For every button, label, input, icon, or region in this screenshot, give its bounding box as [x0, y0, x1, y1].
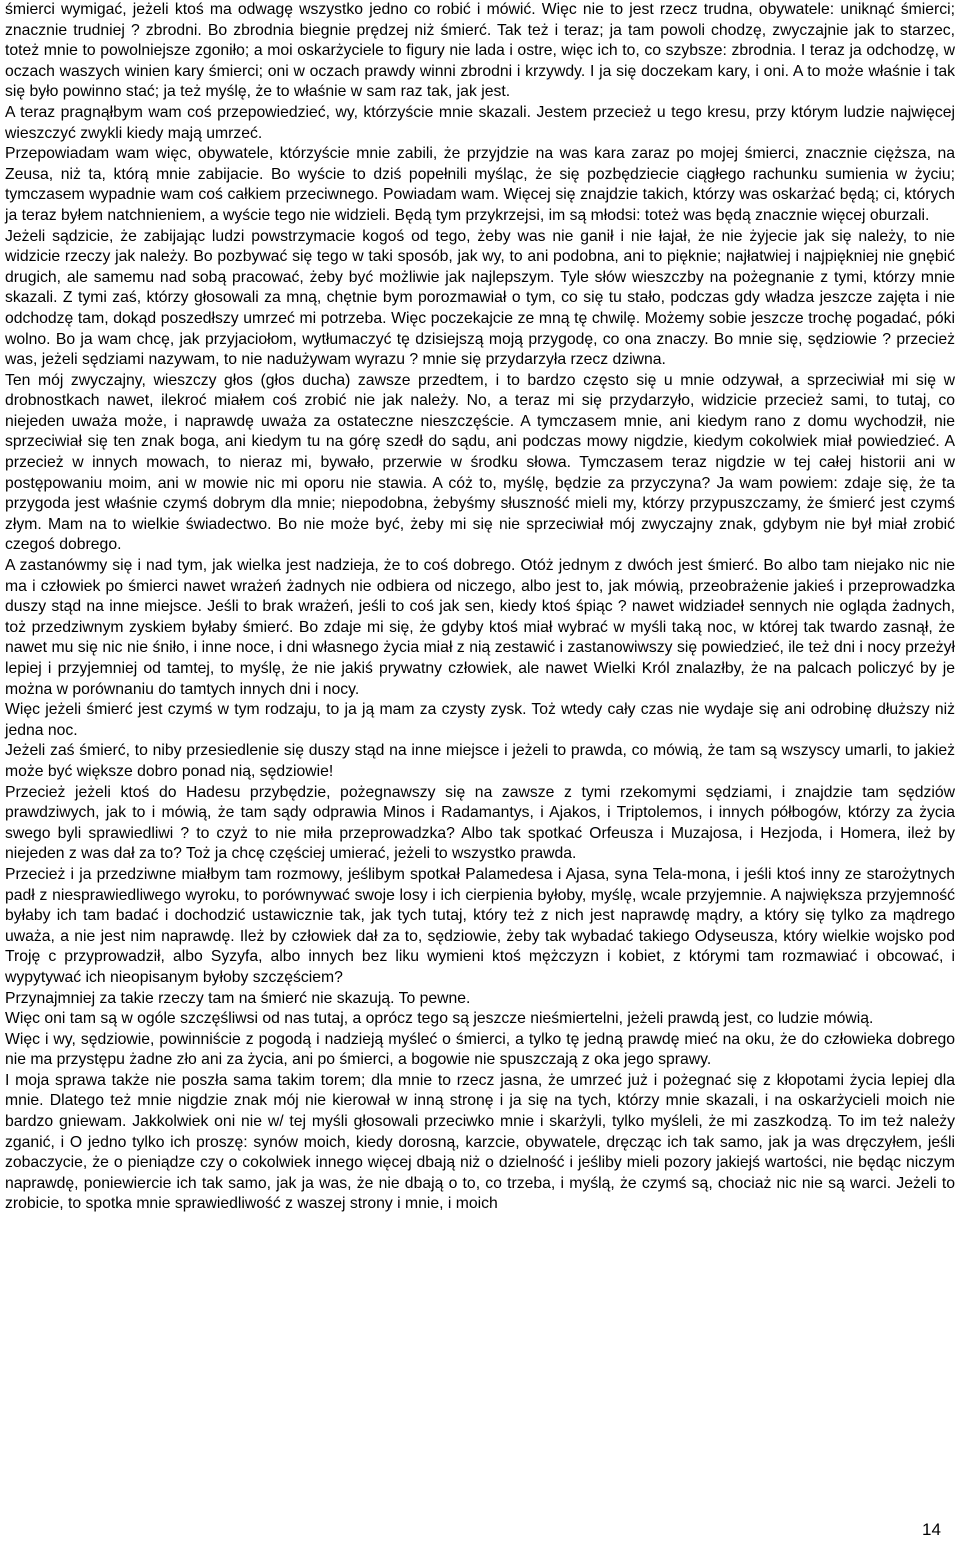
- paragraph: Jeżeli sądzicie, że zabijając ludzi powstrzymacie kogoś od tego, żeby was nie ganił i nie łajał, że nie żyjecie jak się należy, to nie widzicie rzeczy jak należy. Bo pozbywać się tego w taki sposób, jak wy, to ani podobna, ani to pięknie; najłatwiej i najpiękniej nie gnębić drugich, ale samemu nad sobą pracować, żeby być możliwie jak najlepszym. Tyle słów wieszczby na pożegnanie z tymi, którzy mnie skazali. Z tymi zaś, którzy głosowali za mną, chętnie bym porozmawiał o tym, co się tu stało, podczas gdy władza jeszcze zajęta i nie odchodzę tam, dokąd poszedłszy umrzeć mi potrzeba. Więc poczekajcie ze mną tę chwilę. Możemy sobie jeszcze trochę pogadać, póki wolno. Bo ja wam chcę, jak przyjaciołom, wytłumaczyć tę dzisiejszą moją przygodę, co ona znaczy. Bo mnie się, sędziowie ? przecież was, jeżeli sędziami nazywam, to nie nadużywam wyrazu ? mnie się przydarzyła rzecz dziwna.: [5, 227, 955, 369]
- paragraph: A zastanówmy się i nad tym, jak wielka jest nadzieja, że to coś dobrego. Otóż jednym z dwóch jest śmierć. Bo albo tam niejako nic nie ma i człowiek po śmierci nawet wrażeń żadnych nie odbiera od niczego, albo jest to, jak mówią, przeobrażenie jakieś i przeprowadzka duszy stąd na inne miejsce. Jeśli to brak wrażeń, jeśli to coś jak sen, kiedy ktoś śpiąc ? nawet widziadeł sennych nie oglądа żadnych, toż przedziwnym zyskiem byłaby śmierć. Bo zdaje mi się, że gdyby ktoś miał wybrać w myśli taką noc, w której tak twardo zasnął, że nawet mu się nic nie śniło, i inne noce, i dni własnego życia miał z nią zestawić i zastanowiwszy się powiedzieć, ile też dni i nocy przeżył lepiej i przyjemniej od tamtej, to myślę, że nie jakiś prywatny człowiek, ale nawet Wielki Król znalazłby, że na palcach policzyć by je można w porównaniu do tamtych innych dni i nocy.: [5, 557, 955, 698]
- paragraph: Ten mój zwyczajny, wieszczy głos (głos ducha) zawsze przedtem, i to bardzo często się u mnie odzywał, a sprzeciwiał mi się w drobnostkach nawet, ilekroć miałem coś zrobić nie jak należy. No, a teraz mi się przydarzyło, widzicie przecież sami, to tutaj, co niejeden uważa może, i naprawdę uważa za ostateczne nieszczęście. A tymczasem mnie, ani kiedym rano z domu wychodził, nie sprzeciwiał się ten znak boga, ani kiedym tu na górę szedł do sądu, ani podczas mowy nigdzie, kiedym cokolwiek miał powiedzieć. A przecież w innych mowach, to nieraz mi, bywało, przerwie w środku słowa. Tymczasem teraz nigdzie w tej całej historii ani w postępowaniu moim, ani w mowie nic mi oporu nie stawia. A cóż to, myślę, będzie za przyczyna? Ja wam powiem: zdaje się, że ta przygoda jest właśnie czymś dobrym dla mnie; niepodobna, żebyśmy słuszność mieli my, którzy przypuszczamy, że śmierć jest czymś złym. Mam na to wielkie świadectwo. Bo nie może być, żeby mi się nie sprzeciwiał mój zwyczajny znak, gdybym nie był miał zrobić czegoś dobrego.: [5, 371, 955, 554]
- paragraph: Przepowiadam wam więc, obywatele, którzyście mnie zabili, że przyjdzie na was kara zaraz po mojej śmierci, znacznie cięższa, na Zeusa, niż ta, którą mnie zabijacie. Bo wyście to dziś popełnili myśląc, że się pozbędziecie ciągłego rachunku sumienia w życiu; tymczasem wypadnie wam coś całkiem przeciwnego. Powiadam wam. Więcej się znajdzie takich, którzy was oskarżać będą; ci, których ja teraz byłem natchnieniem, a wyście tego nie widzieli. Będą tym przykrzejsi, im są młodsi: toteż was będą znacznie więcej oburzali.: [5, 145, 955, 224]
- paragraph: A teraz pragnąłbym wam coś przepowiedzieć, wy, którzyście mnie skazali. Jestem przecież u tego kresu, przy którym ludzie najwięcej wieszczyć zwykli kiedy mają umrzeć.: [5, 103, 955, 142]
- paragraph: Więc jeżeli śmierć jest czymś w tym rodzaju, to ja ją mam za czysty zysk. Toż wtedy cały czas nie wydaje się ani odrobinę dłuższy niż jedna noc.: [5, 701, 955, 739]
- page-number: 14: [922, 1520, 941, 1539]
- paragraph: Jeżeli zaś śmierć, to niby przesiedlenie się duszy stąd na inne miejsce i jeżeli to prawda, co mówią, że tam są wszyscy umarli, to jakież może być większe dobro ponad nią, sędziowie!: [5, 742, 955, 780]
- paragraph: Więc i wy, sędziowie, powinniście z pogodą i nadzieją myśleć o śmierci, a tylko tę jedną prawdę mieć na oku, że do człowieka dobrego nie ma przystępu żadne zło ani za życia, ani po śmierci, a bogowie nie spuszczają z oka jego sprawy.: [5, 1030, 955, 1069]
- paragraph: Więc oni tam są w ogóle szczęśliwsi od nas tutaj, a oprócz tego są jeszcze nieśmiertelni, jeżeli prawdą jest, co ludzie mówią.: [5, 1010, 874, 1028]
- document-body: [5, 0, 955, 1215]
- paragraph: I moja sprawa także nie poszła sama takim torem; dla mnie to rzecz jasna, że umrzeć już i pożegnać się z kłopotami życia lepiej dla mnie. Dlatego też mnie nigdzie znak mój nie kierował w inną stronę i ja się na tych, którzy mnie skazali, i na oskarżycieli moich nie bardzo gniewam. Jakkolwiek oni nie w/ tej myśli głosowali przeciwko mnie i skarżyli, tylko myśleli, że mi zaszkodzą. To im też należy zganić, i O jedno tylko ich proszę: synów moich, kiedy dorosną, karzcie, obywatele, dręcząc ich tak samo, jak ja was dręczyłem, jeśli zobaczycie, że o pieniądze czy o cokolwiek innego więcej dbają niż o dzielność i jeśliby mieli pozory jakiejś wartości, nie będąc niczym naprawdę, poniewiercie ich tak samo, jak ja was, że nie dbają o to, co trzeba, i myślą, że czymś są, chociaż nic nie są warci. Jeżeli to zrobicie, to spotka mnie sprawiedliwość z waszej strony i mnie, i moich: [5, 1071, 955, 1213]
- paragraph: śmierci wymigać, jeżeli ktoś ma odwagę wszystko jedno co robić i mówić. Więc nie to jest rzecz trudna, obywatele: uniknąć śmierci; znacznie trudniej ? zbrodni. Bo zbrodnia biegnie prędzej niż śmierć. Tak też i teraz; ja tam powoli chodzę, zwyczajnie jak to starzec, toteż mnie to powolniejsze zgoniło; a moi oskarżyciele to figury nie lada i ostre, więc ich to, co szybsze: zbrodnia. I teraz ja odchodzę, w oczach waszych winien kary śmierci; oni w oczach prawdy winni zbrodni i krzywdy. I ja się doczekam kary, i oni. A to może właśnie i tak się było powinno stać; ja też myślę, że to właśnie w sam raz tak, jak jest.: [5, 1, 955, 101]
- paragraph: Przynajmniej za takie rzeczy tam na śmierć nie skazują. To pewne.: [5, 989, 471, 1007]
- paragraph: Przecież i ja przedziwne miałbym tam rozmowy, jeślibym spotkał Palamedesa i Ajasa, syna Tela-mona, i jeśli ktoś inny ze starożytnych padł z niesprawiedliwego wyroku, to porównywać swoje losy i ich cierpienia byłoby, myślę, wcale przyjemnie. A największa przyjemność byłaby ich tam badać i dochodzić ustawicznie tak, jak tych tutaj, który też z nich jest naprawdę mądry, a który się tylko za mądrego uważa, a nie jest nim naprawdę. Ileż by człowiek dał za to, sędziowie, żeby tak wybadać takiego Odyseusza, który wielkie wojsko pod Troję c przyprowadził, albo Syzyfa, albo innych bez liku wymieni ktoś mężczyzn i kobiet, z którymi tam rozmawiać i obcować, i wypytywać ich nieopisanym byłoby szczęściem?: [5, 865, 955, 986]
- paragraph: Przecież jeżeli ktoś do Hadesu przybędzie, pożegnawszy się na zawsze z tymi rzekomymi sędziami, i znajdzie tam sędziów prawdziwych, jak to i mówią, że tam sądy odprawia Minos i Radamantys, i Ajakos, i Triptolemos, i innych półbogów, którzy za życia swego byli sprawiedliwi ? to czyż to nie miła przeprowadzka? Albo tak spotkać Orfeusza i Muzajosa, i Hezjoda, i Homera, ileż by niejeden z was dał za to? Toż ja chcę częściej umierać, jeżeli to wszystko prawda.: [5, 783, 955, 863]
